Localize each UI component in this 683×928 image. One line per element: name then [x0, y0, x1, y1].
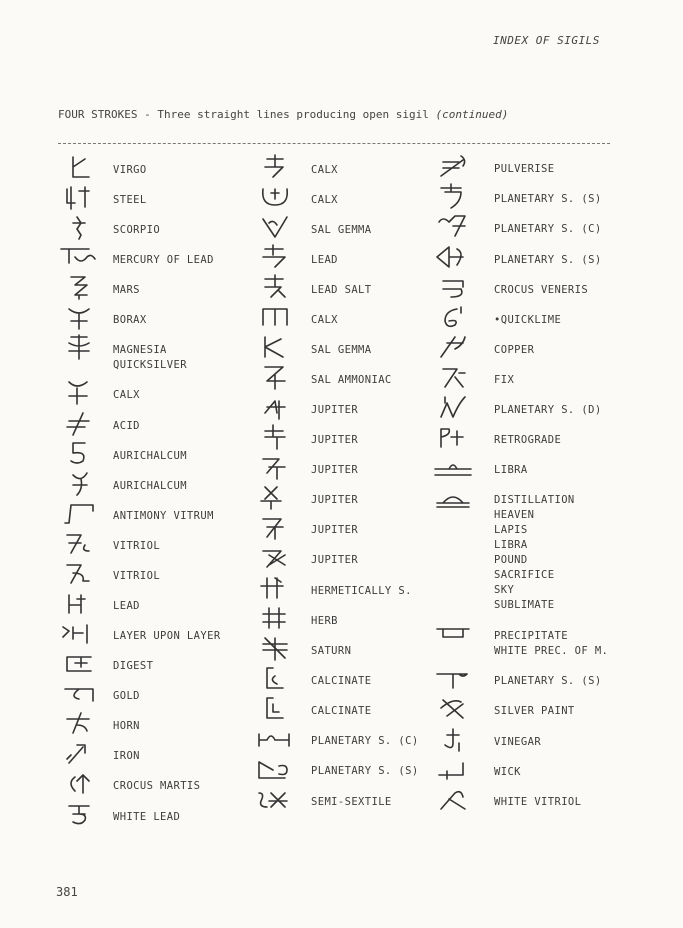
sigil-label-line: SAL AMMONIAC [311, 374, 392, 386]
sigil-label-line: MERCURY OF LEAD [113, 254, 214, 266]
sigil-label [311, 223, 372, 238]
sigil-label [311, 463, 358, 478]
sigil-glyph-icon [56, 377, 102, 407]
sigil-label-line: VINEGAR [494, 736, 542, 748]
sigil-glyph-icon [430, 784, 476, 814]
sigil-label [311, 674, 372, 689]
sigil-glyph-icon [252, 723, 298, 753]
sigil-glyph-icon [252, 542, 298, 572]
sigil-glyph-icon [252, 332, 298, 362]
sigil-label-line: POUND [494, 554, 528, 566]
sigil-label [113, 629, 221, 644]
sigil-glyph-icon [252, 784, 298, 814]
sigil-glyph-icon [56, 182, 102, 212]
sigil-label-line: LEAD [113, 600, 140, 612]
sigil-label-line: ACID [113, 420, 140, 432]
sigil-glyph-icon [252, 603, 298, 633]
continued-note: (continued) [435, 108, 509, 121]
sigil-label-line: WICK [494, 766, 521, 778]
sigil-glyph-icon [252, 362, 298, 392]
sigil-glyph-icon [430, 332, 476, 362]
sigil-label-line: PLANETARY S. (S) [494, 254, 602, 266]
sigil-label [311, 433, 358, 448]
sigil-label-line: HERMETICALLY S. [311, 585, 412, 597]
sigil-label-line: PRECIPITATE [494, 630, 568, 642]
sigil-label-line: QUICKSILVER [113, 359, 187, 371]
sigil-glyph-icon [252, 152, 298, 182]
sigil-label-line: WHITE LEAD [113, 811, 181, 823]
sigil-glyph-icon [252, 272, 298, 302]
sigil-label-line: PLANETARY S. (C) [494, 223, 602, 235]
sigil-glyph-icon [252, 422, 298, 452]
sigil-label [494, 192, 602, 207]
sigil-glyph-icon [430, 272, 476, 302]
sigil-glyph-icon [430, 724, 476, 754]
sigil-label-line: JUPITER [311, 434, 359, 446]
sigil-glyph-icon [56, 528, 102, 558]
sigil-glyph-icon [252, 512, 298, 542]
sigil-glyph-icon [56, 678, 102, 708]
sigil-label-line: SACRIFICE [494, 569, 555, 581]
sigil-label-line: GOLD [113, 690, 140, 702]
sigil-label-line: PULVERISE [494, 163, 555, 175]
sigil-label [311, 584, 412, 599]
sigil-label [494, 162, 555, 177]
sigil-label [494, 493, 575, 613]
sigil-glyph-icon [430, 618, 476, 648]
sigil-glyph-icon [56, 332, 102, 362]
sigil-label [311, 764, 419, 779]
sigil-label [494, 283, 588, 298]
sigil-glyph-icon [430, 181, 476, 211]
sigil-label-line: VIRGO [113, 164, 147, 176]
sigil-label [311, 644, 351, 659]
sigil-label [494, 222, 602, 237]
sigil-label [311, 313, 338, 328]
sigil-label-line: CALX [113, 389, 140, 401]
sigil-label-line: CALX [311, 164, 338, 176]
sigil-label [311, 734, 419, 749]
sigil-label-line: SAL GEMMA [311, 224, 372, 236]
sigil-glyph-icon [430, 362, 476, 392]
sigil-glyph-icon [56, 588, 102, 618]
sigil-glyph-icon [430, 151, 476, 181]
sigil-glyph-icon [252, 212, 298, 242]
sigil-glyph-icon [56, 408, 102, 438]
sigil-glyph-icon [56, 498, 102, 528]
sigil-label [113, 509, 214, 524]
sigil-label-line: FIX [494, 374, 515, 386]
sigil-label-line: RETROGRADE [494, 434, 562, 446]
sigil-label [311, 795, 392, 810]
sigil-label [113, 419, 140, 434]
sigil-label [494, 373, 514, 388]
sigil-label [311, 523, 358, 538]
sigil-label-line: VITRIOL [113, 540, 161, 552]
sigil-label-line: SUBLIMATE [494, 599, 555, 611]
sigil-label-line: CROCUS MARTIS [113, 780, 201, 792]
sigil-label-line: AURICHALCUM [113, 480, 187, 492]
sigil-glyph-icon [56, 242, 102, 272]
sigil-label-line: JUPITER [311, 464, 359, 476]
sigil-label [311, 343, 372, 358]
sigil-glyph-icon [430, 663, 476, 693]
sigil-label [113, 599, 140, 614]
sigil-glyph-icon [56, 438, 102, 468]
page-number: 381 [56, 885, 78, 899]
sigil-label-line: VITRIOL [113, 570, 161, 582]
sigil-glyph-icon [56, 558, 102, 588]
sigil-label [311, 493, 358, 508]
sigil-label [113, 749, 140, 764]
sigil-label [494, 403, 602, 418]
sigil-label [113, 689, 140, 704]
sigil-label-line: AURICHALCUM [113, 450, 187, 462]
sigil-label-line: HEAVEN [494, 509, 535, 521]
sigil-glyph-icon [56, 648, 102, 678]
sigil-glyph-icon [56, 708, 102, 738]
sigil-glyph-icon [252, 663, 298, 693]
sigil-label [494, 674, 602, 689]
sigil-label [113, 659, 153, 674]
sigil-label [494, 253, 602, 268]
sigil-label-line: HERB [311, 615, 338, 627]
sigil-label [113, 449, 187, 464]
sigil-label-line: ANTIMONY VITRUM [113, 510, 214, 522]
sigil-glyph-icon [430, 392, 476, 422]
sigil-label-line: CALCINATE [311, 675, 372, 687]
sigil-glyph-icon [252, 452, 298, 482]
sigil-label-line: MAGNESIA [113, 344, 167, 356]
sigil-label-line: JUPITER [311, 494, 359, 506]
sigil-label-line: CALX [311, 314, 338, 326]
sigil-label-line: IRON [113, 750, 140, 762]
sigil-label-line: BORAX [113, 314, 147, 326]
sigil-label-line: CROCUS VENERIS [494, 284, 589, 296]
sigil-label-line: DISTILLATION [494, 494, 575, 506]
sigil-glyph-icon [430, 754, 476, 784]
sigil-label-line: PLANETARY S. (D) [494, 404, 602, 416]
sigil-label [494, 795, 581, 810]
sigil-label-line: STEEL [113, 194, 147, 206]
sigil-label-line: LIBRA [494, 464, 528, 476]
sigil-glyph-icon [430, 211, 476, 241]
sigil-label-line: JUPITER [311, 524, 359, 536]
sigil-label [113, 539, 160, 554]
sigil-glyph-icon [430, 302, 476, 332]
sigil-glyph-icon [56, 468, 102, 498]
sigil-label [311, 403, 358, 418]
sigil-label [311, 163, 338, 178]
sigil-label [311, 193, 338, 208]
sigil-label-line: SKY [494, 584, 515, 596]
sigil-glyph-icon [56, 738, 102, 768]
sigil-label-line: CALX [311, 194, 338, 206]
sigil-label [494, 735, 541, 750]
sigil-label-line: SEMI-SEXTILE [311, 796, 392, 808]
sigil-glyph-icon [56, 212, 102, 242]
sigil-label-line: COPPER [494, 344, 535, 356]
sigil-label [113, 283, 140, 298]
sigil-label-line: LEAD [311, 254, 338, 266]
sigil-label-line: SILVER PAINT [494, 705, 575, 717]
sigil-label-line: PLANETARY S. (S) [494, 193, 602, 205]
sigil-label [113, 388, 140, 403]
sigil-label-line: SAL GEMMA [311, 344, 372, 356]
sigil-glyph-icon [430, 242, 476, 272]
sigil-label [494, 765, 521, 780]
sigil-glyph-icon [430, 422, 476, 452]
sigil-label [494, 704, 575, 719]
sigil-label-line: PLANETARY S. (S) [494, 675, 602, 687]
sigil-label-line: WHITE VITRIOL [494, 796, 582, 808]
sigil-glyph-icon [252, 633, 298, 663]
sigil-glyph-icon [430, 482, 476, 512]
sigil-glyph-icon [430, 693, 476, 723]
sigil-label [494, 629, 608, 659]
section-heading [58, 108, 508, 121]
sigil-glyph-icon [56, 768, 102, 798]
sigil-glyph-icon [252, 242, 298, 272]
sigil-glyph-icon [56, 152, 102, 182]
sigil-label [494, 433, 561, 448]
sigil-label [113, 223, 160, 238]
sigil-label-line: SCORPIO [113, 224, 161, 236]
sigil-label [113, 479, 187, 494]
sigil-label [311, 283, 372, 298]
sigil-label [311, 253, 338, 268]
sigil-glyph-icon [252, 302, 298, 332]
sigil-label-line: LAPIS [494, 524, 528, 536]
sigil-label [311, 553, 358, 568]
sigil-glyph-icon [252, 392, 298, 422]
sigil-glyph-icon [252, 573, 298, 603]
sigil-label [311, 373, 392, 388]
sigil-label-line: CALCINATE [311, 705, 372, 717]
sigil-glyph-icon [252, 182, 298, 212]
sigil-label-line: SATURN [311, 645, 352, 657]
sigil-label-line: DIGEST [113, 660, 154, 672]
sigil-label [113, 779, 200, 794]
sigil-glyph-icon [252, 753, 298, 783]
sigil-label-line: LEAD SALT [311, 284, 372, 296]
sigil-glyph-icon [252, 482, 298, 512]
sigil-glyph-icon [56, 272, 102, 302]
sigil-label-line: PLANETARY S. (S) [311, 765, 419, 777]
sigil-label [494, 313, 561, 328]
sigil-label [113, 163, 147, 178]
sigil-label [311, 704, 372, 719]
sigil-label [113, 343, 187, 373]
sigil-glyph-icon [56, 799, 102, 829]
sigil-label-line: HORN [113, 720, 140, 732]
sigil-label-line: LIBRA [494, 539, 528, 551]
sigil-label-line: JUPITER [311, 554, 359, 566]
sigil-label [113, 313, 147, 328]
sigil-label-line: •QUICKLIME [494, 314, 562, 326]
sigil-label [113, 719, 140, 734]
sigil-label [311, 614, 338, 629]
running-header: INDEX OF SIGILS [493, 34, 600, 47]
sigil-label [113, 193, 147, 208]
section-heading-text: FOUR STROKES - Three straight lines producing open sigil [58, 108, 429, 121]
sigil-label [113, 253, 214, 268]
sigil-label-line: LAYER UPON LAYER [113, 630, 221, 642]
sigil-label-line: JUPITER [311, 404, 359, 416]
sigil-label-line: MARS [113, 284, 140, 296]
sigil-label [113, 810, 180, 825]
sigil-label [113, 569, 160, 584]
sigil-label [494, 343, 534, 358]
divider-rule [58, 143, 610, 144]
sigil-glyph-icon [56, 618, 102, 648]
sigil-glyph-icon [430, 452, 476, 482]
sigil-label [494, 463, 528, 478]
sigil-label-line: PLANETARY S. (C) [311, 735, 419, 747]
sigil-glyph-icon [252, 693, 298, 723]
sigil-glyph-icon [56, 302, 102, 332]
sigil-label-line: WHITE PREC. OF M. [494, 645, 609, 657]
